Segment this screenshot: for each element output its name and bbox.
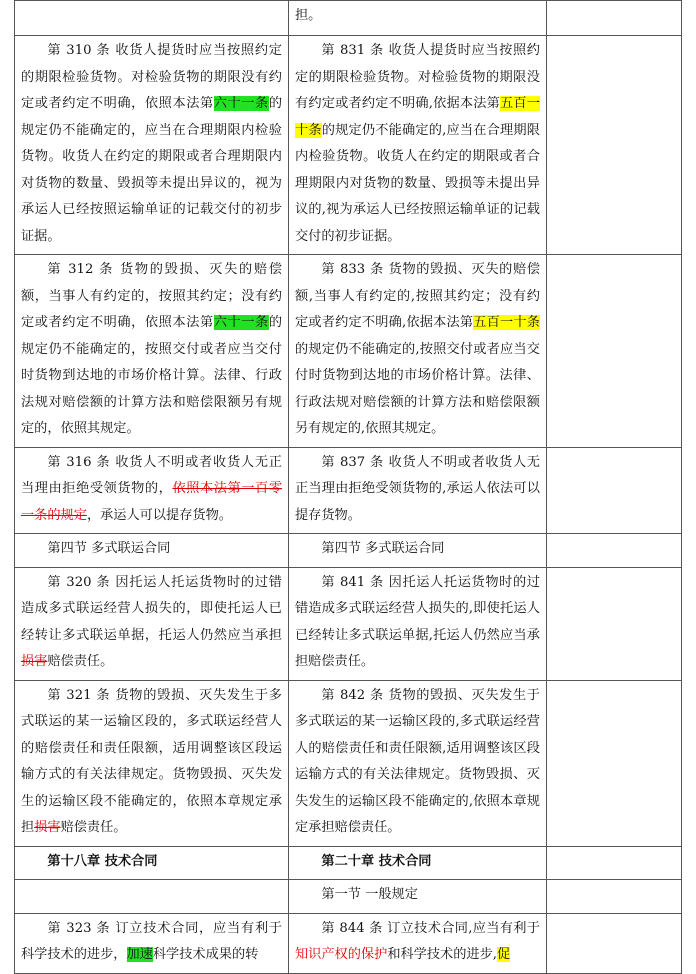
yellow-highlight: 五百一十条	[473, 315, 540, 330]
note-cell	[547, 255, 682, 448]
table-row	[15, 534, 682, 568]
text-fragment: 第 831 条 收货人提货时应当按照约定的期限检验货物。对检验货物的期限没有约定或者约定不明确,依据本法第	[295, 43, 540, 111]
text-fragment: 赔偿责任。	[47, 654, 114, 669]
new-text-cell	[289, 255, 547, 448]
table-row	[15, 680, 682, 846]
text-fragment: 第 320 条 因托运人托运货物时的过错造成多式联运经营人损失的，即使托运人已经转让多式联运单据，托运人仍然应当承担	[21, 574, 282, 643]
text-fragment: 科学技术成果的转	[152, 947, 259, 962]
text-fragment: 的规定仍不能确定的,应当在合理期限内检验货物。收货人在约定的期限或者合理期限内对货物的数量、毁损等未提出异议的,视为承运人已经按照运输单证的记载交付的初步证据。	[295, 122, 540, 244]
note-cell	[547, 447, 682, 534]
note-cell	[547, 567, 682, 680]
new-text-cell	[289, 913, 547, 973]
old-text-cell	[15, 680, 289, 846]
deleted-text: 依照本法第一百零一条的规定	[21, 481, 283, 523]
old-text-cell	[15, 567, 289, 680]
text-fragment: 的规定仍不能确定的，按照交付或者应当交付时货物到达地的市场价格计算。法律、行政法规对赔偿额的计算方法和赔偿限额另有规定的，依照其规定。	[21, 315, 283, 436]
table-row	[15, 846, 682, 880]
section-heading: 第一节 一般规定	[289, 880, 547, 914]
table-row	[15, 880, 682, 914]
text-fragment: 第 323 条 订立技术合同，应当有利于科学技术的进步，	[21, 920, 282, 962]
text-fragment: 第 837 条 收货人不明或者收货人无正当理由拒绝受领货物的,承运人依法可以提存货物。	[295, 454, 540, 523]
green-highlight: 六十一条	[213, 96, 269, 111]
text-fragment: 第 833 条 货物的毁损、灭失的赔偿额,当事人有约定的,按照其约定；没有约定或者约定不明确,依据本法第	[295, 262, 540, 330]
text-fragment: 第 310 条 收货人提货时应当按照约定的期限检验货物。对检验货物的期限没有约定或者约定不明确，依照本法第	[21, 43, 282, 111]
text-fragment: 第 841 条 因托运人托运货物时的过错造成多式联运经营人损失的,即使托运人已经转让多式联运单据,托运人仍然应当承担赔偿责任。	[295, 574, 540, 669]
text-fragment: 的规定仍不能确定的,按照交付或者应当交付时货物到达地的市场价格计算。法律、行政法规对赔偿额的计算方法和赔偿限额另有规定的,依照其规定。	[295, 341, 540, 436]
old-text-cell	[15, 447, 289, 534]
note-cell	[547, 534, 682, 568]
yellow-highlight: 促	[497, 947, 511, 962]
text-fragment: 和科学技术的进步,	[387, 947, 498, 962]
section-heading: 第四节 多式联运合同	[289, 534, 547, 568]
table-row	[15, 913, 682, 973]
chapter-heading: 第二十章 技术合同	[289, 846, 547, 880]
comparison-table	[14, 0, 682, 974]
table-row	[15, 255, 682, 448]
new-text-cell	[289, 447, 547, 534]
new-text-cell	[289, 1, 547, 36]
table-row	[15, 447, 682, 534]
text-fragment: 担。	[295, 8, 322, 23]
new-text-cell	[289, 680, 547, 846]
red-inserted-text: 知识产权的保护	[295, 947, 388, 962]
chapter-heading: 第十八章 技术合同	[15, 846, 289, 880]
new-text-cell	[289, 567, 547, 680]
old-text-cell	[15, 1, 289, 36]
new-text-cell	[289, 36, 547, 255]
note-cell	[547, 846, 682, 880]
old-text-cell	[15, 880, 289, 914]
note-cell	[547, 36, 682, 255]
green-highlight: 六十一条	[213, 315, 269, 330]
note-cell	[547, 1, 682, 36]
text-fragment: 赔偿责任。	[60, 820, 127, 835]
deleted-text: 损害	[34, 820, 61, 835]
old-text-cell	[15, 255, 289, 448]
old-text-cell	[15, 913, 289, 973]
text-fragment: 第 844 条 订立技术合同,应当有利于	[321, 920, 540, 936]
table-row	[15, 1, 682, 36]
note-cell	[547, 680, 682, 846]
text-fragment: 第 316 条 收货人不明或者收货人无正当理由拒绝受领货物的，	[21, 454, 282, 496]
text-fragment: 第 842 条 货物的毁损、灭失发生于多式联运的某一运输区段的,多式联运经营人的赔偿责任和责任限额,适用调整该区段运输方式的有关法律规定。货物毁损、灭失发生的运输区段不能确定的,依照本章规定承担赔偿责任。	[295, 687, 540, 835]
deleted-text: 损害	[21, 654, 48, 669]
yellow-highlight: 五百一十条	[295, 96, 540, 138]
text-fragment: 的规定仍不能确定的，应当在合理期限内检验货物。收货人在约定的期限或者合理期限内对货物的数量、毁损等未提出异议的，视为承运人已经按照运输单证的记载交付的初步证据。	[21, 96, 283, 244]
text-fragment: 第 312 条 货物的毁损、灭失的赔偿额，当事人有约定的，按照其约定；没有约定或者约定不明确，依照本法第	[21, 262, 282, 330]
old-text-cell	[15, 36, 289, 255]
section-heading: 第四节 多式联运合同	[15, 534, 289, 568]
table-row	[15, 36, 682, 255]
note-cell	[547, 913, 682, 973]
text-fragment: 第 321 条 货物的毁损、灭失发生于多式联运的某一运输区段的，多式联运经营人的赔偿责任和责任限额，适用调整该区段运输方式的有关法律规定。货物毁损、灭失发生的运输区段不能确定的，依照本章规定承担	[21, 687, 282, 835]
text-fragment: ，承运人可以提存货物。	[86, 507, 232, 523]
note-cell	[547, 880, 682, 914]
green-highlight: 加速	[126, 947, 153, 962]
table-row	[15, 567, 682, 680]
